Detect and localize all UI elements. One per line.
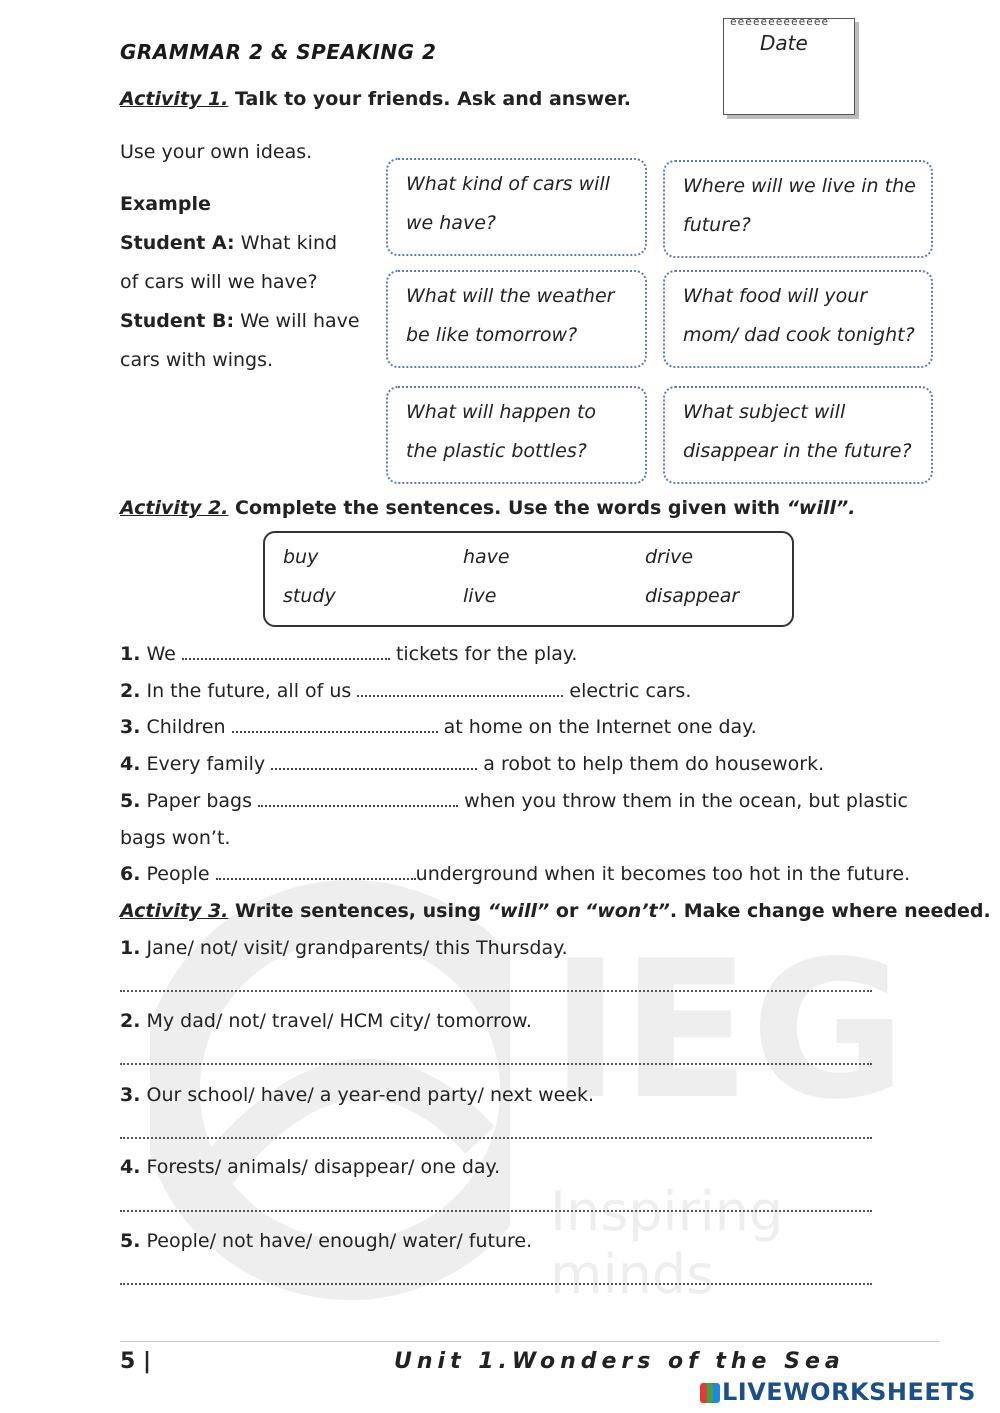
activity3-wont: “won’t”	[584, 900, 670, 922]
activity3-or: or	[549, 900, 585, 922]
page-number: 5 |	[120, 1349, 152, 1374]
answer-blank[interactable]	[357, 681, 563, 697]
item-number: 4.	[120, 1156, 141, 1178]
page-title: GRAMMAR 2 & SPEAKING 2	[120, 40, 437, 64]
exercise-prompt	[120, 1148, 500, 1187]
liveworksheets-brand: LIVEWORKSHEETS	[722, 1378, 976, 1406]
question-card: What food will your mom/ dad cook tonight?	[663, 270, 933, 368]
exercise-item	[120, 746, 920, 783]
question-card: What will the weather be like tomorrow?	[386, 270, 647, 368]
item-text: electric cars.	[563, 679, 692, 702]
item-number: 5.	[120, 789, 141, 812]
item-text: In the future, all of us	[140, 679, 358, 702]
activity3-will: “will”	[487, 900, 550, 922]
student-a-label: Student A:	[120, 232, 235, 254]
activity1-instruction: Talk to your friends. Ask and answer.	[228, 88, 631, 110]
answer-blank[interactable]	[216, 864, 416, 880]
student-b-text: We will have cars with wings.	[120, 310, 360, 371]
item-number: 3.	[120, 716, 141, 739]
exercise-item	[120, 783, 920, 820]
item-number: 4.	[120, 753, 141, 776]
question-card: Where will we live in the future?	[663, 160, 933, 258]
watermark-subtext: Inspiring minds	[550, 1180, 784, 1306]
item-text: People/ not have/ enough/ water/ future.	[140, 1230, 533, 1252]
unit-title: Unit 1.Wonders of the Sea	[394, 1349, 845, 1374]
date-label: Date	[760, 31, 808, 55]
activity3-heading	[120, 900, 991, 922]
item-text: when you throw them in the ocean, but plastic	[458, 789, 908, 812]
item-text: Our school/ have/ a year-end party/ next week.	[140, 1084, 595, 1106]
watermark-text: IEG	[550, 920, 907, 1141]
answer-blank[interactable]	[258, 791, 458, 807]
liveworksheets-logo[interactable]	[700, 1378, 976, 1406]
answer-line[interactable]	[120, 1137, 872, 1139]
exercise-item	[120, 673, 920, 710]
item-text: My dad/ not/ travel/ HCM city/ tomorrow.	[140, 1010, 532, 1032]
item-text: Forests/ animals/ disappear/ one day.	[140, 1156, 501, 1178]
item-number: 2.	[120, 679, 141, 702]
exercise-prompt	[120, 929, 568, 968]
activity1-label: Activity 1.	[120, 88, 229, 110]
activity3-instruction: Write sentences, using	[228, 900, 488, 922]
activity3-instruction-end: . Make change where needed.	[669, 900, 991, 922]
student-a-text: What kind of cars will we have?	[120, 232, 338, 293]
exercise-item	[120, 856, 920, 893]
question-card: What subject will disappear in the future?	[663, 386, 933, 484]
student-b-line	[120, 302, 360, 380]
activity1-heading	[120, 88, 631, 110]
question-card: What kind of cars will we have?	[386, 158, 647, 256]
answer-blank[interactable]	[182, 644, 390, 660]
item-text: a robot to help them do housework.	[477, 753, 825, 776]
answer-line[interactable]	[120, 1210, 872, 1212]
item-text: Jane/ not/ visit/ grandparents/ this Thursday.	[140, 937, 568, 959]
word-bank	[263, 531, 794, 627]
student-b-label: Student B:	[120, 310, 235, 332]
exercise-prompt	[120, 1002, 532, 1041]
exercise-item	[120, 636, 920, 673]
word-bank-item: disappear	[645, 585, 740, 607]
item-number: 5.	[120, 1230, 141, 1252]
item-text: Paper bags	[140, 789, 259, 812]
item-text: tickets for the play.	[389, 643, 578, 665]
question-card: What will happen to the plastic bottles?	[386, 386, 647, 484]
activity2-instruction: Complete the sentences. Use the words given with	[228, 497, 787, 519]
exercise-prompt	[120, 1222, 532, 1261]
exercise-item-continuation: bags won’t.	[120, 826, 231, 849]
item-number: 6.	[120, 863, 141, 886]
word-bank-item: buy	[283, 546, 319, 568]
liveworksheets-icon	[700, 1383, 720, 1403]
activity2-will: “will”.	[786, 497, 856, 519]
item-number: 1.	[120, 937, 141, 959]
word-bank-item: drive	[645, 546, 694, 568]
activity3-label: Activity 3.	[120, 900, 229, 922]
item-number: 1.	[120, 643, 141, 665]
item-number: 3.	[120, 1084, 141, 1106]
answer-blank[interactable]	[232, 717, 438, 733]
date-box	[723, 15, 855, 115]
answer-line[interactable]	[120, 990, 872, 992]
word-bank-item: study	[283, 585, 336, 607]
activity2-items	[120, 636, 920, 893]
exercise-item	[120, 709, 920, 746]
activity2-heading	[120, 497, 855, 519]
notepad-rings: eeeeeeeeeeeee	[730, 15, 830, 28]
footer-divider	[120, 1341, 940, 1342]
item-text: at home on the Internet one day.	[437, 716, 757, 739]
activity2-label: Activity 2.	[120, 497, 229, 519]
student-a-line	[120, 224, 360, 302]
word-bank-item: live	[463, 585, 497, 607]
item-number: 2.	[120, 1010, 141, 1032]
item-text: Children	[140, 716, 232, 739]
answer-line[interactable]	[120, 1063, 872, 1065]
example-label: Example	[120, 193, 211, 215]
answer-line[interactable]	[120, 1283, 872, 1285]
activity1-example	[120, 185, 360, 380]
exercise-prompt	[120, 1076, 594, 1115]
word-bank-item: have	[463, 546, 510, 568]
item-text: We	[140, 643, 182, 665]
item-text: Every family	[140, 753, 272, 776]
item-text: People	[140, 863, 216, 886]
answer-blank[interactable]	[271, 754, 477, 770]
item-text: underground when it becomes too hot in the future.	[415, 863, 911, 886]
activity1-subinstruction: Use your own ideas.	[120, 141, 313, 163]
